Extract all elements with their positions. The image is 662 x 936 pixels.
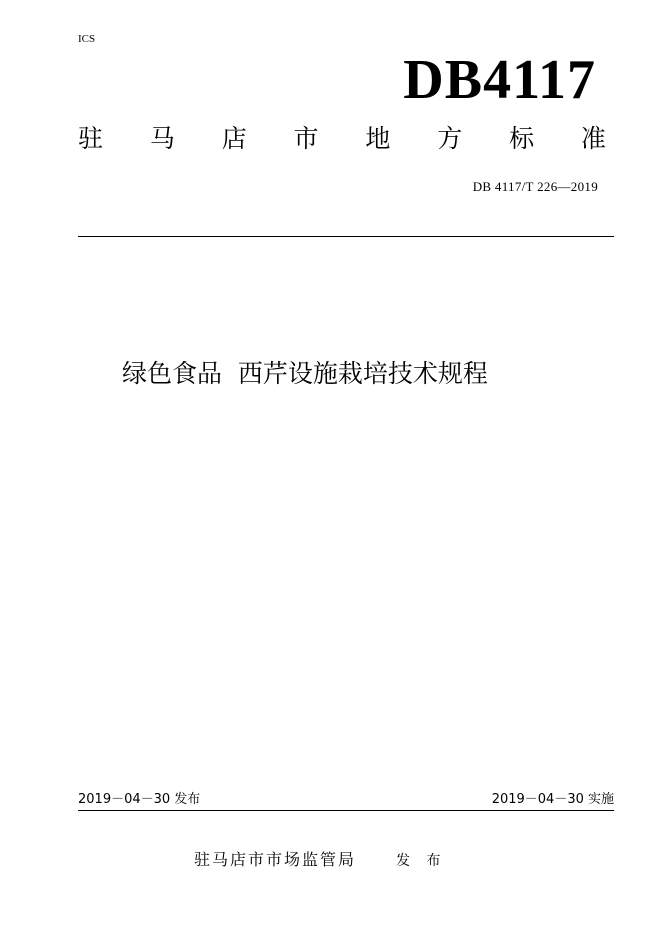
issue-word: 发 布 (396, 853, 447, 869)
standard-code: DB4117 (403, 49, 596, 111)
standard-type-char: 标 (509, 124, 535, 153)
standard-number: DB 4117/T 226—2019 (472, 179, 598, 194)
standard-type-char: 地 (365, 124, 391, 153)
standard-type-char: 马 (149, 124, 175, 153)
implement-date: 2019－04－30 实施 (491, 792, 614, 807)
issuer-name: 驻马店市市场监管局 (194, 850, 357, 869)
document-title: 绿色食品 西芹设施栽培技术规程 (122, 359, 488, 388)
standard-type-char: 方 (437, 124, 463, 153)
publish-date: 2019－04－30 发布 (78, 792, 201, 807)
footer-divider (78, 810, 614, 811)
issuer-row (194, 852, 446, 868)
standard-type-char: 驻 (78, 124, 104, 153)
header-divider (78, 236, 614, 237)
standard-type-char: 准 (580, 124, 606, 153)
standard-type-char: 市 (293, 124, 319, 153)
standard-type-char: 店 (221, 124, 247, 153)
date-row (78, 793, 614, 806)
ics-label: ICS (78, 33, 96, 45)
standard-type (78, 126, 606, 151)
